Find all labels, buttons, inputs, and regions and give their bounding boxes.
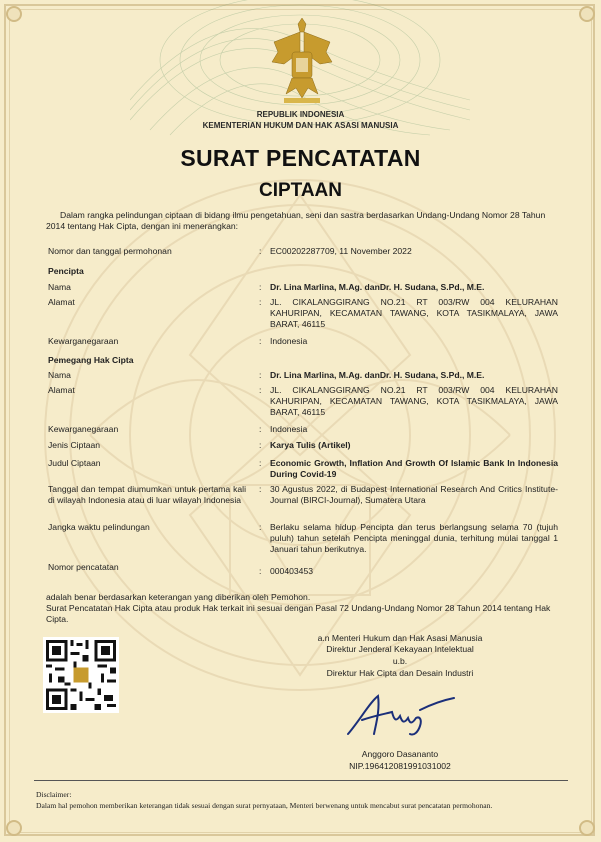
pencatatan-label: Nomor pencatatan — [48, 562, 119, 572]
tanggal-value: 30 Agustus 2022, di Budapest International Research And Critics Institute-Journal (BIRCI-Journal), Sumatera Utara — [270, 484, 558, 505]
pencipta-alamat-value: JL. CIKALANGGIRANG NO.21 RT 003/RW 004 KELURAHAN KAHURIPAN, KECAMATAN TAWANG, KOTA TASIKMALAYA, JAWA BARAT, 46115 — [270, 297, 558, 329]
pemegang-kewarganegaraan-value: Indonesia — [270, 424, 308, 434]
country-heading: REPUBLIK INDONESIA — [256, 110, 345, 119]
jangka-value: Berlaku selama hidup Pencipta dan terus berlangsung selama 70 (tujuh puluh) tahun setelah Pencipta meninggal dunia, terhitung mulai tanggal 1 Januari tahun berikutnya. — [270, 522, 558, 554]
colon: : — [259, 566, 262, 576]
corner-ornament — [6, 820, 22, 836]
ministry-heading: KEMENTERIAN HUKUM DAN HAK ASASI MANUSIA — [202, 121, 399, 130]
footer-line-2: Surat Pencatatan Hak Cipta atau produk Hak terkait ini sesuai dengan Pasal 72 Undang-Undang Nomor 28 Tahun 2014 tentang Hak Cipta. — [46, 603, 551, 624]
pemegang-nama-value: Dr. Lina Marlina, M.Ag. danDr. H. Sudana, S.Pd., M.E. — [270, 370, 485, 380]
signature-dirjen: Direktur Jenderal Kekayaan Intelektual — [326, 644, 474, 654]
jangka-label: Jangka waktu pelindungan — [48, 522, 150, 532]
pencipta-nama-value: Dr. Lina Marlina, M.Ag. danDr. H. Sudana, S.Pd., M.E. — [270, 282, 485, 292]
pemegang-nama-label: Nama — [48, 370, 71, 380]
signatory-name: Anggoro Dasananto — [361, 749, 439, 759]
nomor-label: Nomor dan tanggal permohonan — [48, 246, 172, 256]
garuda-emblem-icon — [270, 12, 334, 108]
signature-an: a.n Menteri Hukum dan Hak Asasi Manusia — [317, 633, 483, 643]
pemegang-heading: Pemegang Hak Cipta — [48, 355, 134, 365]
colon: : — [259, 246, 262, 256]
pencipta-kewarganegaraan-label: Kewarganegaraan — [48, 336, 119, 346]
colon: : — [259, 336, 262, 346]
document-subtitle: CIPTAAN — [258, 180, 343, 201]
qr-code-icon[interactable] — [43, 637, 119, 713]
ornamental-watermark — [30, 155, 570, 715]
corner-ornament — [579, 6, 595, 22]
colon: : — [259, 297, 262, 307]
disclaimer-divider — [34, 780, 568, 781]
tanggal-label: Tanggal dan tempat diumumkan untuk pertama kali di wilayah Indonesia atau di luar wilayah Indonesia — [48, 484, 246, 505]
colon: : — [259, 424, 262, 434]
corner-ornament — [6, 6, 22, 22]
signatory-nip: NIP.196412081991031002 — [349, 761, 451, 771]
colon: : — [259, 440, 262, 450]
colon: : — [259, 458, 262, 468]
pencipta-heading: Pencipta — [48, 266, 84, 276]
pemegang-kewarganegaraan-label: Kewarganegaraan — [48, 424, 119, 434]
colon: : — [259, 370, 262, 380]
intro-paragraph: Dalam rangka pelindungan ciptaan di bidang ilmu pengetahuan, seni dan sastra berdasarkan Undang-Undang Nomor 28 Tahun 2014 tentang Hak Cipta, dengan ini menerangkan: — [46, 210, 546, 231]
pencipta-alamat-label: Alamat — [48, 297, 75, 307]
pemegang-alamat-label: Alamat — [48, 385, 75, 395]
judul-label: Judul Ciptaan — [48, 458, 101, 468]
colon: : — [259, 522, 262, 532]
pencipta-nama-label: Nama — [48, 282, 71, 292]
colon: : — [259, 484, 262, 494]
document-title: SURAT PENCATATAN — [180, 145, 421, 171]
disclaimer-heading: Disclaimer: — [36, 790, 72, 799]
pencipta-kewarganegaraan-value: Indonesia — [270, 336, 308, 346]
signature-ub: u.b. — [392, 656, 408, 666]
colon: : — [259, 385, 262, 395]
pencatatan-value: 000403453 — [270, 566, 314, 576]
disclaimer-text: Dalam hal pemohon memberikan keterangan tidak sesuai dengan surat pernyataan, Menteri berwenang untuk mencabut surat pencatatan permohonan. — [36, 801, 493, 810]
nomor-value: EC00202287709, 11 November 2022 — [270, 246, 412, 256]
corner-ornament — [579, 820, 595, 836]
judul-value: Economic Growth, Inflation And Growth Of Islamic Bank In Indonesia During Covid-19 — [270, 458, 558, 479]
handwritten-signature — [340, 690, 460, 740]
signature-direktur: Direktur Hak Cipta dan Desain Industri — [326, 668, 474, 678]
jenis-value: Karya Tulis (Artikel) — [270, 440, 351, 450]
colon: : — [259, 282, 262, 292]
footer-line-1: adalah benar berdasarkan keterangan yang diberikan oleh Pemohon. — [46, 592, 311, 602]
jenis-label: Jenis Ciptaan — [48, 440, 101, 450]
pemegang-alamat-value: JL. CIKALANGGIRANG NO.21 RT 003/RW 004 KELURAHAN KAHURIPAN, KECAMATAN TAWANG, KOTA TASIKMALAYA, JAWA BARAT, 46115 — [270, 385, 558, 417]
